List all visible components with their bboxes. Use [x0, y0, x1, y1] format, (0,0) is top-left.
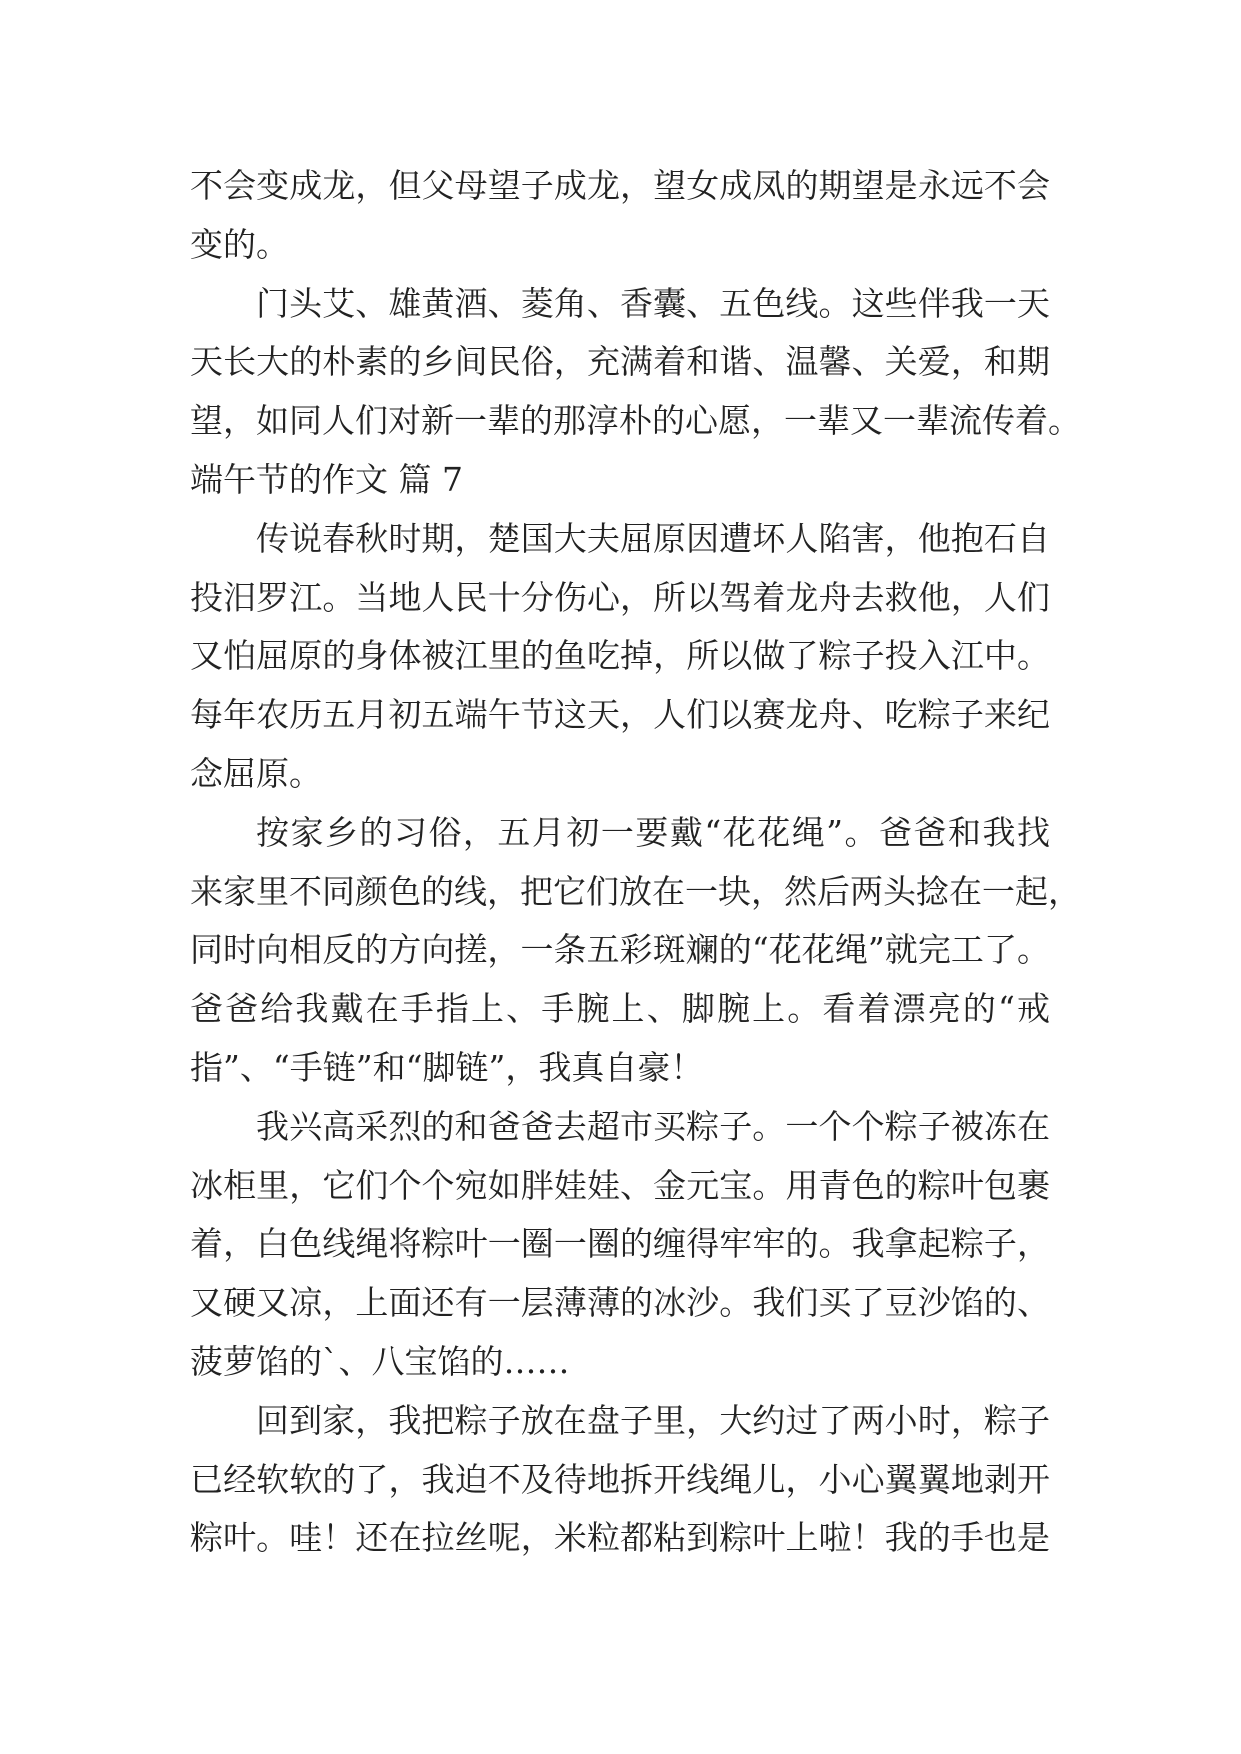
text-line: 着，白色线绳将粽叶一圈一圈的缠得牢牢的。我拿起粽子， [190, 1224, 1050, 1264]
section-heading: 端午节的作文 篇 7 [190, 459, 463, 499]
paragraph-first-line: 我兴高采烈的和爸爸去超市买粽子。一个个粽子被冻在 [256, 1106, 1050, 1146]
text-line: 已经软软的了，我迫不及待地拆开线绳儿，小心翼翼地剥开 [190, 1459, 1050, 1499]
text-line: 指”、“手链”和“脚链”，我真自豪！ [190, 1047, 704, 1087]
text-line: 念屈原。 [190, 753, 322, 793]
text-line: 同时向相反的方向搓，一条五彩斑斓的“花花绳”就完工了。 [190, 930, 1050, 970]
text-line: 又硬又凉，上面还有一层薄薄的冰沙。我们买了豆沙馅的、 [190, 1283, 1050, 1323]
text-line: 粽叶。哇！还在拉丝呢，米粒都粘到粽叶上啦！我的手也是 [190, 1518, 1050, 1558]
paragraph-first-line: 按家乡的习俗，五月初一要戴“花花绳”。爸爸和我找 [256, 812, 1050, 852]
text-line: 来家里不同颜色的线，把它们放在一块，然后两头捻在一起， [190, 871, 1081, 911]
paragraph-first-line: 门头艾、雄黄酒、菱角、香囊、五色线。这些伴我一天 [256, 283, 1050, 323]
text-line: 不会变成龙，但父母望子成龙，望女成凤的期望是永远不会 [190, 166, 1050, 205]
text-line: 每年农历五月初五端午节这天，人们以赛龙舟、吃粽子来纪 [190, 695, 1050, 735]
text-line: 爸爸给我戴在手指上、手腕上、脚腕上。看着漂亮的“戒 [190, 989, 1050, 1029]
text-line: 投汨罗江。当地人民十分伤心，所以驾着龙舟去救他，人们 [190, 577, 1050, 617]
text-line: 菠萝馅的`、八宝馅的…… [190, 1341, 570, 1381]
text-line: 变的。 [190, 224, 289, 264]
article-body [190, 157, 1081, 1568]
text-line: 又怕屈原的身体被江里的鱼吃掉，所以做了粽子投入江中。 [190, 636, 1050, 676]
text-line: 望，如同人们对新一辈的那淳朴的心愿，一辈又一辈流传着。 [190, 401, 1081, 441]
text-line: 天长大的朴素的乡间民俗，充满着和谐、温馨、关爱，和期 [190, 342, 1050, 382]
paragraph-first-line: 传说春秋时期，楚国大夫屈原因遭坏人陷害，他抱石自 [256, 518, 1050, 558]
paragraph-first-line: 回到家，我把粽子放在盘子里，大约过了两小时，粽子 [256, 1400, 1050, 1440]
text-line: 冰柜里，它们个个宛如胖娃娃、金元宝。用青色的粽叶包裹 [190, 1165, 1050, 1205]
